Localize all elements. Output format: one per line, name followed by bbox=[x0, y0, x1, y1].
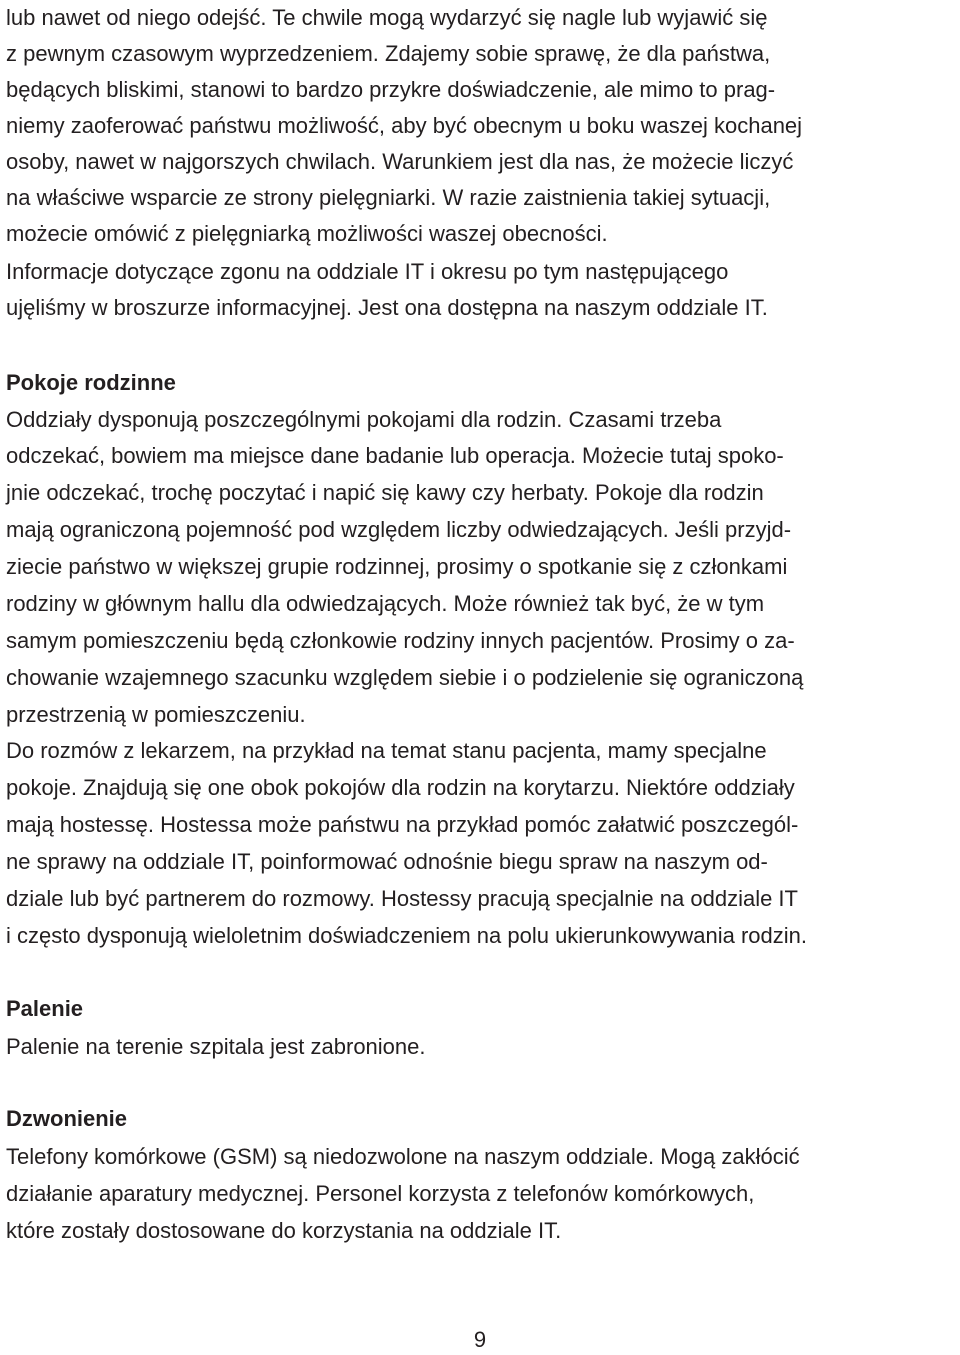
phones-line: działanie aparatury medycznej. Personel korzysta z telefonów komórkowych, bbox=[6, 1181, 755, 1206]
family-rooms-line: mają hostessę. Hostessa może państwu na przykład pomóc załatwić poszczegól- bbox=[6, 812, 799, 837]
intro-line: na właściwe wsparcie ze strony pielęgniarki. W razie zaistnienia takiej sytuacji, bbox=[6, 185, 771, 210]
smoking-line: Palenie na terenie szpitala jest zabronione. bbox=[6, 1034, 426, 1059]
intro-line: osoby, nawet w najgorszych chwilach. Warunkiem jest dla nas, że możecie liczyć bbox=[6, 149, 794, 174]
family-rooms-line: mają ograniczoną pojemność pod względem liczby odwiedzających. Jeśli przyjd- bbox=[6, 517, 792, 542]
section-heading: Palenie bbox=[6, 996, 84, 1021]
family-rooms-line: ziecie państwo w większej grupie rodzinnej, prosimy o spotkanie się z członkami bbox=[6, 554, 788, 579]
phones-line: które zostały dostosowane do korzystania na oddziale IT. bbox=[6, 1218, 562, 1243]
section-heading: Dzwonienie bbox=[6, 1106, 128, 1131]
intro-line: ujęliśmy w broszurze informacyjnej. Jest ona dostępna na naszym oddziale IT. bbox=[6, 295, 768, 320]
family-rooms-line: Do rozmów z lekarzem, na przykład na temat stanu pacjenta, mamy specjalne bbox=[6, 738, 767, 763]
family-rooms-line: ne sprawy na oddziale IT, poinformować odnośnie biegu spraw na naszym od- bbox=[6, 849, 768, 874]
family-rooms-line: odczekać, bowiem ma miejsce dane badanie lub operacja. Możecie tutaj spoko- bbox=[6, 443, 784, 468]
section-heading: Pokoje rodzinne bbox=[6, 370, 176, 395]
intro-line: niemy zaoferować państwu możliwość, aby być obecnym u boku waszej kochanej bbox=[6, 113, 803, 138]
intro-line: z pewnym czasowym wyprzedzeniem. Zdajemy sobie sprawę, że dla państwa, bbox=[6, 41, 771, 66]
family-rooms-line: jnie odczekać, trochę poczytać i napić się kawy czy herbaty. Pokoje dla rodzin bbox=[6, 480, 764, 505]
family-rooms-line: i często dysponują wieloletnim doświadczeniem na polu ukierunkowywania rodzin. bbox=[6, 923, 807, 948]
phones-line: Telefony komórkowe (GSM) są niedozwolone na naszym oddziale. Mogą zakłócić bbox=[6, 1144, 800, 1169]
intro-line: Informacje dotyczące zgonu na oddziale IT i okresu po tym następującego bbox=[6, 259, 729, 284]
family-rooms-line: Oddziały dysponują poszczególnymi pokojami dla rodzin. Czasami trzeba bbox=[6, 407, 722, 432]
intro-line: lub nawet od niego odejść. Te chwile mogą wydarzyć się nagle lub wyjawić się bbox=[6, 5, 768, 30]
family-rooms-line: przestrzenią w pomieszczeniu. bbox=[6, 702, 306, 727]
family-rooms-line: pokoje. Znajdują się one obok pokojów dla rodzin na korytarzu. Niektóre oddziały bbox=[6, 775, 795, 800]
intro-line: będących bliskimi, stanowi to bardzo przykre doświadczenie, ale mimo to prag- bbox=[6, 77, 776, 102]
family-rooms-line: chowanie wzajemnego szacunku względem siebie i o podzielenie się ograniczoną bbox=[6, 665, 804, 690]
family-rooms-line: rodziny w głównym hallu dla odwiedzających. Może również tak być, że w tym bbox=[6, 591, 765, 616]
family-rooms-line: samym pomieszczeniu będą członkowie rodziny innych pacjentów. Prosimy o za- bbox=[6, 628, 795, 653]
family-rooms-line: dziale lub być partnerem do rozmowy. Hostessy pracują specjalnie na oddziale IT bbox=[6, 886, 798, 911]
intro-line: możecie omówić z pielęgniarką możliwości waszej obecności. bbox=[6, 221, 608, 246]
page-number: 9 bbox=[473, 1327, 487, 1352]
